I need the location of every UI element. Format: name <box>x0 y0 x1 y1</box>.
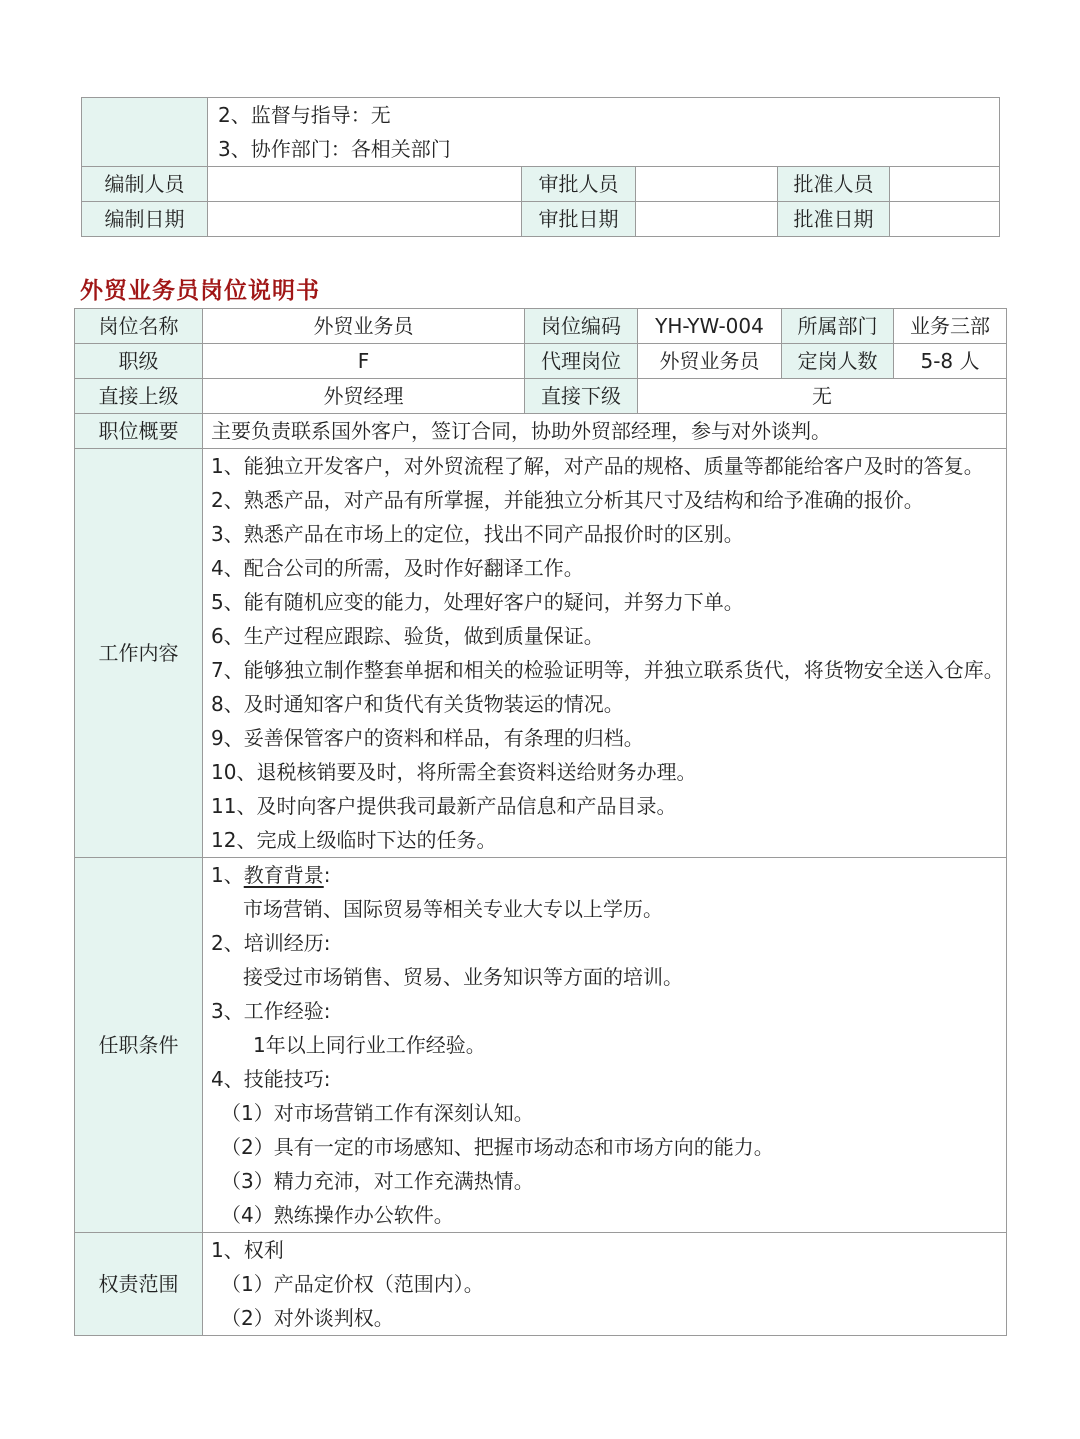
training-text: 接受过市场销售、贸易、业务知识等方面的培训。 <box>243 965 683 989</box>
right-item: （1）产品定价权（范围内）。 <box>221 1272 484 1296</box>
qualifications-label: 任职条件 <box>75 858 203 1233</box>
summary-label: 职位概要 <box>75 414 203 449</box>
deputy-position-label: 代理岗位 <box>525 344 638 379</box>
reviewed-by-label: 审批人员 <box>522 167 636 202</box>
list-item: 2、熟悉产品，对产品有所掌握，并能独立分析其尺寸及结构和给予准确的报价。 <box>211 488 924 512</box>
list-item: 10、退税核销要及时，将所需全套资料送给财务办理。 <box>211 760 697 784</box>
continuation-line: 2、监督与指导：无 <box>218 103 391 127</box>
deputy-position-value: 外贸业务员 <box>638 344 782 379</box>
list-item: 1、能独立开发客户，对外贸流程了解，对产品的规格、质量等都能给客户及时的答复。 <box>211 454 984 478</box>
list-item: 12、完成上级临时下达的任务。 <box>211 828 497 852</box>
headcount-label: 定岗人数 <box>782 344 894 379</box>
education-colon: : <box>323 863 331 887</box>
previous-page-table <box>81 97 1000 237</box>
work-content-list <box>203 449 1007 858</box>
list-item: 9、妥善保管客户的资料和样品，有条理的归档。 <box>211 726 644 750</box>
reviewed-date-label: 审批日期 <box>522 202 636 237</box>
list-item: 4、配合公司的所需，及时作好翻译工作。 <box>211 556 584 580</box>
department-value: 业务三部 <box>894 309 1007 344</box>
skill-item: （2）具有一定的市场感知、把握市场动态和市场方向的能力。 <box>221 1135 774 1159</box>
headcount-value: 5-8 人 <box>894 344 1007 379</box>
label-cell-empty <box>82 98 208 167</box>
approved-by-value <box>890 167 1000 202</box>
skill-item: （4）熟练操作办公软件。 <box>221 1203 454 1227</box>
direct-subordinate-label: 直接下级 <box>525 379 638 414</box>
prepared-by-label: 编制人员 <box>82 167 208 202</box>
grade-label: 职级 <box>75 344 203 379</box>
education-heading-text: 教育背景 <box>243 863 324 887</box>
rights-heading: 1、权利 <box>211 1238 284 1262</box>
approved-date-label: 批准日期 <box>778 202 890 237</box>
experience-heading: 3、工作经验: <box>211 999 331 1023</box>
list-item: 7、能够独立制作整套单据和相关的检验证明等，并独立联系货代，将货物安全送入仓库。 <box>211 658 1004 682</box>
prepared-date-value <box>208 202 522 237</box>
grade-value: F <box>203 344 525 379</box>
authority-label: 权责范围 <box>75 1233 203 1336</box>
document-title: 外贸业务员岗位说明书 <box>80 277 320 304</box>
list-item: 11、及时向客户提供我司最新产品信息和产品目录。 <box>211 794 677 818</box>
direct-subordinate-value: 无 <box>638 379 1007 414</box>
reviewed-by-value <box>636 167 778 202</box>
list-item: 6、生产过程应跟踪、验货，做到质量保证。 <box>211 624 604 648</box>
approved-date-value <box>890 202 1000 237</box>
skills-heading: 4、技能技巧: <box>211 1067 331 1091</box>
skill-item: （3）精力充沛，对工作充满热情。 <box>221 1169 534 1193</box>
approved-by-label: 批准人员 <box>778 167 890 202</box>
position-code-value: YH-YW-004 <box>638 309 782 344</box>
department-label: 所属部门 <box>782 309 894 344</box>
continuation-line: 3、协作部门：各相关部门 <box>218 137 451 161</box>
direct-superior-value: 外贸经理 <box>203 379 525 414</box>
education-heading <box>211 858 998 892</box>
experience-text: 1年以上同行业工作经验。 <box>253 1033 486 1057</box>
position-name-label: 岗位名称 <box>75 309 203 344</box>
position-name-value: 外贸业务员 <box>203 309 525 344</box>
qualifications-list <box>203 858 1007 1233</box>
authority-list <box>203 1233 1007 1336</box>
continuation-cell <box>208 98 1000 167</box>
list-item: 8、及时通知客户和货代有关货物装运的情况。 <box>211 692 624 716</box>
list-item: 5、能有随机应变的能力，处理好客户的疑问，并努力下单。 <box>211 590 744 614</box>
work-content-label: 工作内容 <box>75 449 203 858</box>
summary-value: 主要负责联系国外客户，签订合同，协助外贸部经理，参与对外谈判。 <box>203 414 1007 449</box>
training-heading: 2、培训经历: <box>211 931 331 955</box>
prepared-by-value <box>208 167 522 202</box>
list-item: 3、熟悉产品在市场上的定位，找出不同产品报价时的区别。 <box>211 522 744 546</box>
education-number: 1、 <box>211 863 244 887</box>
direct-superior-label: 直接上级 <box>75 379 203 414</box>
education-text: 市场营销、国际贸易等相关专业大专以上学历。 <box>243 897 663 921</box>
position-code-label: 岗位编码 <box>525 309 638 344</box>
job-description-table <box>74 308 1007 1336</box>
right-item: （2）对外谈判权。 <box>221 1306 394 1330</box>
skill-item: （1）对市场营销工作有深刻认知。 <box>221 1101 534 1125</box>
prepared-date-label: 编制日期 <box>82 202 208 237</box>
reviewed-date-value <box>636 202 778 237</box>
